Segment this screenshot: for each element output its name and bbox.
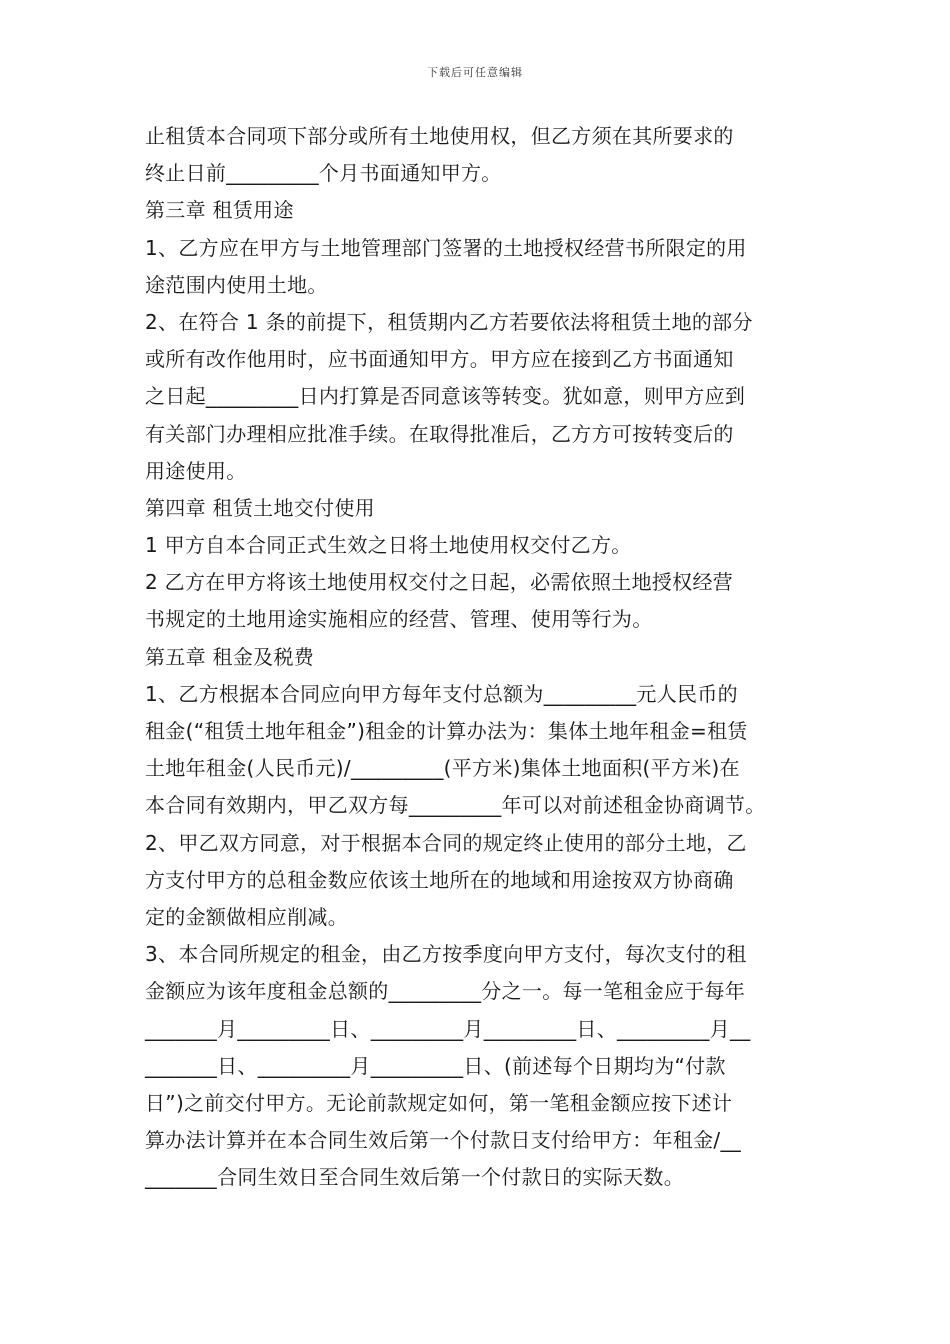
text-line: 1、乙方应在甲方与土地管理部门签署的土地授权经营书所限定的用 — [145, 235, 747, 260]
text-line: _______合同生效日至合同生效后第一个付款日的实际天数。 — [145, 1165, 684, 1190]
text-line: 途范围内使用土地。 — [145, 272, 328, 297]
text-line: 用途使用。 — [145, 458, 247, 483]
text-line: 终止日前_________个月书面通知甲方。 — [145, 161, 502, 186]
text-line: 方支付甲方的总租金数应依该土地所在的地域和用途按双方协商确 — [145, 867, 734, 892]
text-line: 1、乙方根据本合同应向甲方每年支付总额为_________元人民币的 — [145, 681, 738, 706]
text-line: 2、在符合 1 条的前提下，租赁期内乙方若要依法将租赁土地的部分 — [145, 309, 753, 334]
text-line: _______日、_________月_________日、(前述每个日期均为“付款 — [145, 1053, 726, 1078]
text-line: 书规定的土地用途实施相应的经营、管理、使用等行为。 — [145, 607, 653, 632]
text-line: 土地年租金(人民币元)/_________(平方米)集体土地面积(平方米)在 — [145, 756, 740, 781]
chapter-heading: 第四章 租赁土地交付使用 — [145, 495, 375, 520]
text-line: 止租赁本合同项下部分或所有土地使用权，但乙方须在其所要求的 — [145, 124, 734, 148]
text-line: 1 甲方自本合同正式生效之日将土地使用权交付乙方。 — [145, 533, 632, 558]
text-line: 2、甲乙双方同意，对于根据本合同的规定终止使用的部分土地，乙 — [145, 830, 747, 855]
page-header: 下载后可任意编辑 — [427, 66, 523, 79]
text-line: 2 乙方在甲方将该土地使用权交付之日起，必需依照土地授权经营 — [145, 570, 734, 595]
text-line: 金额应为该年度租金总额的_________分之一。每一笔租金应于每年 — [145, 979, 746, 1004]
text-line: 或所有改作他用时，应书面通知甲方。甲方应在接到乙方书面通知 — [145, 347, 734, 372]
text-line: 算办法计算并在本合同生效后第一个付款日支付给甲方：年租金/__ — [145, 1128, 742, 1153]
text-line: 日”)之前交付甲方。无论前款规定如何，第一笔租金额应按下述计 — [145, 1090, 733, 1115]
document-body — [145, 118, 825, 1196]
chapter-heading: 第五章 租金及税费 — [145, 644, 315, 669]
text-line: 3、本合同所规定的租金，由乙方按季度向甲方支付，每次支付的租 — [145, 942, 747, 967]
text-line: _______月_________日、_________月_________日、_________月__ — [145, 1016, 751, 1041]
text-line: 定的金额做相应削减。 — [145, 904, 348, 929]
chapter-heading: 第三章 租赁用途 — [145, 198, 294, 223]
text-line: 之日起_________日内打算是否同意该等转变。犹如意，则甲方应到 — [145, 384, 746, 409]
text-line: 有关部门办理相应批准手续。在取得批准后，乙方方可按转变后的 — [145, 421, 734, 446]
text-line: 租金(“租赁土地年租金”)租金的计算办法为：集体土地年租金=租赁 — [145, 719, 748, 743]
text-line: 本合同有效期内，甲乙双方每_________年可以对前述租金协商调节。 — [145, 793, 766, 818]
